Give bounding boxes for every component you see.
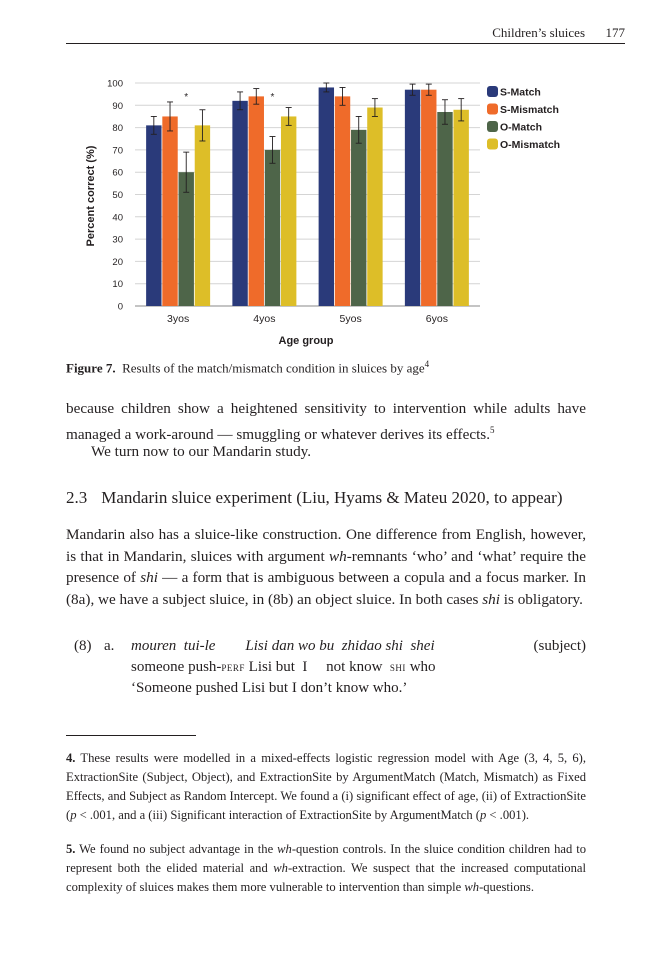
y-tick-label: 20 [112,256,123,268]
bar [195,125,210,306]
legend-label: S-Match [500,86,541,99]
y-tick-label: 30 [112,234,123,246]
p3-text-b: -remnants ‘who’ and ‘what’ require the presence of [66,547,586,587]
p3-text-a: Mandarin also has a sluice-like construction. One difference from English, however, is that in Mandarin, sluices with argument [66,526,586,565]
fn5-text-d: -questions. [479,880,534,894]
y-tick-label: 50 [112,190,123,201]
y-tick-label: 40 [112,212,123,224]
example-source-line: mouren tui-le Lisi dan wo bu zhidao shi shei [131,638,435,654]
caption-text: Results of the match/mismatch condition in sluices by age [122,360,425,376]
y-tick-label: 10 [112,279,123,291]
section-heading [66,488,562,508]
p3-shi-2: shi [482,590,500,608]
bar [335,96,350,306]
paragraph-1 [66,398,586,445]
gloss-perf: perf [221,659,245,674]
fn5-wh-2: wh [273,861,288,875]
example-number: (8) [74,638,92,654]
gloss-c: who [405,659,436,675]
x-tick-label: 4yos [253,313,276,325]
paragraph-3 [66,524,586,610]
y-tick-label: 0 [117,301,123,313]
fn5-text-a: We found no subject advantage in the [79,842,278,856]
fn5-wh-3: wh [464,880,480,894]
legend-label: S-Mismatch [500,104,559,116]
figure-caption [66,359,429,376]
p3-wh: wh [328,547,347,565]
bar [319,87,334,306]
bar [249,96,264,306]
fn4-p-1: p [70,808,77,822]
bar [265,150,280,306]
bar [281,116,296,306]
significance-marker: * [270,92,275,103]
y-tick-label: 90 [112,100,123,112]
bar [437,112,452,306]
y-tick-label: 70 [112,145,123,157]
fn4-text-a: These results were modelled in a mixed-effects logistic regression model with Age (3, 4, 5, 6), ExtractionSite (Subject, Object), and ExtractionSite by ArgumentMatch (Match, Mismatch) as Fixed Effects, and Subject as Random Intercept. We found a (i) significant effect of age, (ii) of ExtractionSite ( [66,751,587,822]
gloss-b: Lisi but I not know [244,659,390,675]
footnote-4 [66,749,586,825]
fn5-text-c: -extraction. We suspect that the increased computational complexity of sluices makes them more vulnerable to intervention than simple [66,861,586,894]
y-tick-label: 60 [112,167,123,179]
legend-swatch [487,86,498,97]
bar [421,90,436,306]
footnote-5 [66,840,586,897]
paragraph-1-text: because children show a heightened sensitivity to intervention while adults have managed a work-around — smuggling or whatever derives its effects. [66,400,586,443]
gloss-shi: shi [389,659,406,674]
note-ref-5: 5 [490,424,495,435]
running-header [66,24,625,44]
bar [162,116,177,306]
y-tick-label: 80 [112,123,123,135]
bar-chart [66,72,606,357]
example-tag: (subject) [533,638,586,654]
legend-swatch [487,121,498,132]
paragraph-2: We turn now to our Mandarin study. [91,443,312,460]
bar [232,101,247,306]
fn5-number: 5. [66,842,76,856]
legend-swatch [487,104,498,115]
fn4-text-c: < .001). [486,808,530,822]
bar [405,90,420,306]
chart-bars [146,87,469,306]
p3-text-c: — a form that is ambiguous between a copula and a focus marker. In (8a), we have a subject sluice, in (8b) an object sluice. In both cases [66,569,586,608]
bar [351,130,366,306]
y-axis-label: Percent correct (%) [85,145,97,247]
bar [146,125,161,306]
fn4-p-2: p [479,808,487,822]
chart-legend [487,86,560,151]
y-tick-label: 100 [107,78,123,90]
x-tick-label: 3yos [167,313,190,325]
caption-note-ref: 4 [424,359,430,369]
legend-swatch [487,139,498,150]
gloss-a: someone push- [131,659,222,675]
fn5-wh-1: wh [277,842,292,856]
x-tick-labels [167,313,448,325]
p3-text-d: is obligatory. [499,590,583,608]
legend-label: O-Mismatch [500,139,561,151]
fn4-number: 4. [66,751,76,765]
x-axis-label: Age group [278,335,334,347]
significance-marker: * [184,92,189,103]
section-title: Mandarin sluice experiment (Liu, Hyams & Mateu 2020, to appear) [101,488,563,507]
running-title: Children’s sluices [492,25,585,40]
example-translation: ‘Someone pushed Lisi but I don’t know who.’ [131,680,408,696]
example-letter: a. [104,638,115,654]
p3-shi-1: shi [140,569,158,587]
fn4-text-b: < .001, and a (iii) Significant interaction of ExtractionSite by ArgumentMatch ( [76,808,480,822]
fn5-text-b: -question controls. In the sluice condition children had to represent both the elided material and [66,842,586,875]
x-tick-label: 5yos [339,313,362,325]
legend-label: O-Match [500,121,542,134]
bar [367,108,382,306]
y-tick-labels [107,79,123,313]
bar [453,110,468,306]
footnote-rule [66,735,196,736]
page-number: 177 [605,25,625,40]
example-gloss-line [131,657,436,678]
section-number: 2.3 [66,488,88,507]
x-tick-label: 6yos [425,313,448,325]
figure-label: Figure 7. [66,360,116,376]
